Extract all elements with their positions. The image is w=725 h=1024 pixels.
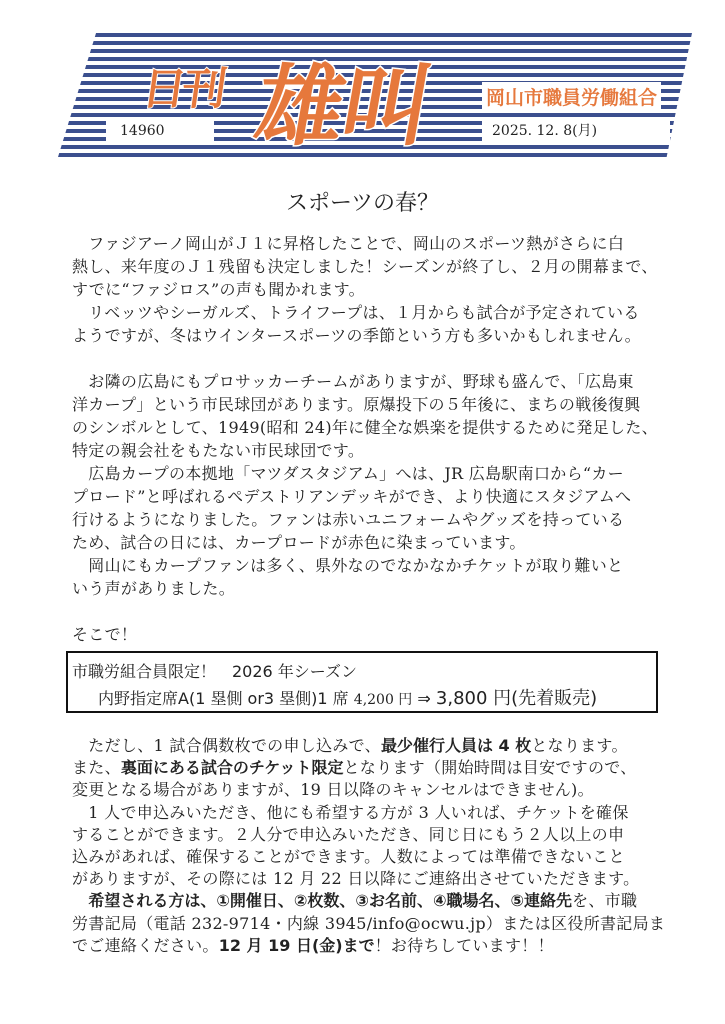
organization-name: 岡山市職員労働組合 bbox=[482, 82, 661, 111]
text: を、市職 bbox=[572, 891, 638, 911]
text-line bbox=[72, 533, 526, 553]
text: 岡山にもカープファンは多く、県外なのでなかなかチケットが取り難いと bbox=[72, 556, 624, 575]
text: ！お待ちしています！！ bbox=[374, 935, 554, 955]
text-line bbox=[72, 326, 641, 346]
text-line bbox=[72, 510, 624, 530]
text: することができます。２人分で申込みいただき、同じ日にもう２人以上の申 bbox=[72, 824, 625, 844]
text: ファジアーノ岡山がＪ１に昇格したことで、岡山のスポーツ熱がさらに白 bbox=[72, 234, 625, 253]
issue-number: 14960 bbox=[106, 117, 214, 145]
text: 広島カープの本拠地「マツダスタジアム」へは、JR 広島駅南口から“カー bbox=[72, 464, 624, 483]
text-line bbox=[72, 758, 637, 778]
text-line bbox=[72, 579, 235, 599]
text: 特定の親会社をもたない市民球団です。 bbox=[72, 441, 365, 460]
text: 行けるようになりました。ファンは赤いユニフォームやグッズを持っている bbox=[72, 510, 625, 529]
text-line bbox=[72, 487, 631, 507]
text-line bbox=[72, 736, 628, 756]
ticket-offer-box bbox=[66, 651, 658, 713]
masthead bbox=[58, 33, 692, 157]
bold-text: 希望される方は、①開催日、②枚数、③お名前、④職場名、⑤連絡先 bbox=[88, 891, 573, 911]
text: 1 人で申込みいただき、他にも希望する方が 3 人いれば、チケットを確保 bbox=[72, 802, 629, 822]
text-line bbox=[72, 914, 665, 934]
text: がありますが、その際には 12 月 22 日以降にご連絡出させていただきます。 bbox=[72, 869, 640, 889]
text: のシンボルとして、1949(昭和 24)年に健全な娯楽を提供するために発足した、 bbox=[72, 418, 658, 437]
text bbox=[72, 891, 88, 910]
masthead-title-small: 日刊 bbox=[138, 64, 226, 115]
text-line bbox=[72, 847, 625, 867]
text-line bbox=[72, 257, 658, 277]
text: となります（開始時間は目安ですので、 bbox=[343, 758, 637, 778]
text-line bbox=[72, 891, 637, 911]
text: ただし、1 試合偶数枚での申し込みで、 bbox=[72, 736, 381, 755]
bold-text: 裏面にある試合のチケット限定 bbox=[120, 758, 344, 778]
text: 労書記局（電話 232-9714・内線 3945/info@ocwu.jp）または区役所書記局ま bbox=[72, 913, 666, 933]
text: ため、試合の日には、カープロードが赤色に染まっています。 bbox=[72, 533, 526, 552]
text-line bbox=[72, 464, 624, 484]
text: 込みがあれば、確保することができます。人数によっては準備できないこと bbox=[72, 847, 625, 866]
text-line bbox=[72, 280, 365, 300]
text: プロード”と呼ばれるペデストリアンデッキができ、より快適にスタジアムへ bbox=[72, 487, 632, 506]
text-line bbox=[72, 418, 658, 438]
text-line bbox=[72, 556, 623, 576]
offer-old-price: 4,200 円 bbox=[353, 692, 413, 708]
text-line bbox=[72, 441, 364, 461]
text: 変更となる場合がありますが、19 日以降のキャンセルはできません)。 bbox=[72, 780, 594, 800]
headline: スポーツの春？ bbox=[285, 191, 440, 216]
text-line bbox=[72, 803, 629, 823]
text-line bbox=[72, 825, 624, 845]
text: リベッツやシーガルズ、トライフープは、１月からも試合が予定されている bbox=[72, 303, 640, 322]
text: そこで！ bbox=[72, 625, 138, 644]
text: 熱し、来年度のＪ１残留も決定しました！シーズンが終了し、２月の開幕まで、 bbox=[72, 257, 658, 276]
offer-new-price: 3,800 円(先着販売) bbox=[435, 688, 598, 709]
text-line bbox=[72, 936, 554, 956]
text: いう声がありました。 bbox=[72, 579, 236, 598]
text-line bbox=[72, 395, 640, 415]
text: ようですが、冬はウインタースポーツの季節という方も多いかもしれません。 bbox=[72, 326, 641, 345]
masthead-title-logo: 雄叫 bbox=[247, 55, 438, 158]
text-line bbox=[72, 303, 640, 323]
offer-arrow: ⇒ bbox=[412, 689, 436, 708]
text: でご連絡ください。 bbox=[72, 935, 219, 955]
issue-date: 2025. 12. 8(月) bbox=[482, 117, 670, 145]
text-line bbox=[72, 869, 639, 889]
offer-line-2 bbox=[98, 684, 597, 710]
text: 洋カープ」という市民球団があります。原爆投下の５年後に、まちの戦後復興 bbox=[72, 395, 641, 414]
offer-seat: 内野指定席A(1 塁側 or3 塁側)1 席 bbox=[98, 689, 354, 708]
text: お隣の広島にもプロサッカーチームがありますが、野球も盛んで、「広島東 bbox=[72, 372, 634, 391]
text-line bbox=[72, 372, 634, 392]
text: また、 bbox=[72, 758, 121, 778]
offer-line-1: 市職労組合員限定！ 2026 年シーズン bbox=[72, 662, 358, 681]
text: となります。 bbox=[531, 736, 628, 755]
text-line bbox=[72, 234, 624, 254]
text-line bbox=[72, 625, 137, 645]
text-line bbox=[72, 780, 594, 800]
bold-text: 最少催行人員は 4 枚 bbox=[380, 736, 532, 755]
text: すでに“ファジロス”の声も聞かれます。 bbox=[72, 280, 365, 299]
bold-text: 12 月 19 日(金)まで bbox=[218, 935, 375, 955]
